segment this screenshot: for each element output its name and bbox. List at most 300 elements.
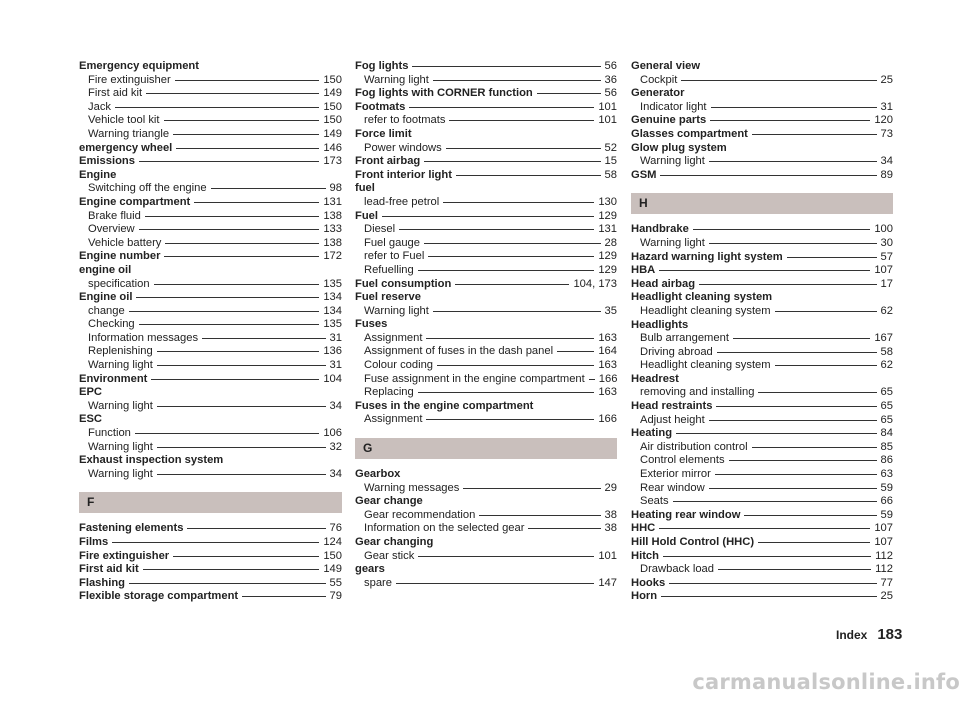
page-reference: 62	[880, 359, 893, 372]
index-entry	[79, 536, 342, 550]
entry-label: Assignment of fuses in the dash panel	[364, 345, 554, 358]
page-reference: 34	[329, 467, 342, 480]
page-reference: 56	[604, 60, 617, 72]
leader-line	[456, 175, 601, 176]
index-subentry	[355, 577, 617, 591]
entry-label: refer to Fuel	[364, 250, 425, 263]
index-entry	[631, 550, 893, 564]
entry-label: Overview	[88, 223, 135, 236]
entry-label: Power windows	[364, 141, 442, 154]
leader-line	[676, 433, 877, 434]
page-reference: 107	[874, 536, 893, 548]
page-reference: 30	[880, 236, 893, 249]
leader-line	[164, 256, 319, 257]
page-reference: 79	[329, 590, 342, 603]
leader-line	[412, 66, 600, 67]
leader-line	[112, 542, 319, 543]
index-subentry	[355, 223, 617, 237]
page-reference: 86	[880, 454, 893, 467]
index-subentry	[631, 386, 893, 400]
entry-label: Air distribution control	[640, 440, 748, 453]
entry-label: Head airbag	[631, 277, 696, 290]
leader-line	[528, 528, 600, 529]
leader-line	[449, 120, 594, 121]
index-entry	[79, 454, 342, 468]
entry-label: lead-free petrol	[364, 195, 440, 208]
entry-label: change	[88, 304, 125, 317]
page-reference: 25	[880, 590, 893, 603]
index-subentry	[79, 427, 342, 441]
index-entry	[631, 522, 893, 536]
entry-label: Exterior mirror	[640, 468, 711, 481]
footer-section-label: Index	[836, 628, 868, 642]
entry-label: emergency wheel	[79, 141, 173, 154]
index-entry	[631, 577, 893, 591]
section-header: H	[631, 193, 893, 214]
entry-label: Information messages	[88, 331, 199, 344]
entry-label: specification	[88, 277, 150, 290]
entry-label: Function	[88, 427, 131, 440]
leader-line	[659, 528, 870, 529]
page-reference: 124	[323, 536, 342, 548]
index-subentry	[79, 400, 342, 414]
entry-label: Emissions	[79, 155, 135, 168]
page-reference: 173	[323, 155, 342, 168]
index-subentry	[355, 359, 617, 373]
index-column-2	[355, 60, 617, 590]
page-reference: 59	[880, 508, 893, 521]
entry-label: Glow plug system	[631, 141, 727, 154]
entry-label: Engine number	[79, 250, 161, 263]
index-entry	[355, 128, 617, 142]
page-reference: 77	[880, 576, 893, 589]
index-entry	[631, 319, 893, 333]
entry-label: Checking	[88, 318, 135, 331]
page-reference: 98	[329, 182, 342, 195]
entry-label: Gear recommendation	[364, 508, 476, 521]
leader-line	[418, 270, 595, 271]
index-subentry	[79, 87, 342, 101]
entry-label: spare	[364, 576, 392, 589]
entry-label: Adjust height	[640, 413, 705, 426]
index-entry	[631, 291, 893, 305]
index-subentry	[79, 182, 342, 196]
leader-line	[173, 134, 319, 135]
leader-line	[669, 583, 876, 584]
entry-label: Replenishing	[88, 345, 153, 358]
entry-label: Horn	[631, 590, 658, 603]
leader-line	[135, 433, 319, 434]
entry-label: Fastening elements	[79, 522, 184, 535]
leader-line	[437, 365, 594, 366]
entry-label: Fuel gauge	[364, 236, 420, 249]
leader-line	[129, 583, 326, 584]
index-entry	[631, 427, 893, 441]
index-entry	[355, 291, 617, 305]
leader-line	[709, 420, 877, 421]
leader-line	[659, 270, 870, 271]
leader-line	[557, 351, 594, 352]
leader-line	[139, 229, 320, 230]
index-subentry	[355, 196, 617, 210]
entry-label: fuel	[355, 182, 375, 195]
page-reference: 31	[329, 359, 342, 372]
index-subentry	[355, 373, 617, 387]
entry-label: Footmats	[355, 100, 406, 113]
leader-line	[136, 297, 319, 298]
leader-line	[479, 515, 600, 516]
page-reference: 73	[880, 127, 893, 140]
leader-line	[396, 583, 594, 584]
entry-label: Driving abroad	[640, 345, 713, 358]
entry-label: Hazard warning light system	[631, 250, 783, 263]
entry-label: Head restraints	[631, 400, 713, 413]
index-subentry	[79, 305, 342, 319]
page-reference: 104	[323, 372, 342, 385]
page-reference: 136	[323, 345, 342, 358]
entry-label: Rear window	[640, 481, 705, 494]
leader-line	[463, 488, 600, 489]
index-subentry	[79, 223, 342, 237]
page-reference: 164	[598, 345, 617, 358]
index-subentry	[79, 74, 342, 88]
page-reference: 172	[323, 250, 342, 263]
entry-label: First aid kit	[88, 87, 143, 100]
page-reference: 25	[880, 73, 893, 86]
index-subentry	[79, 332, 342, 346]
entry-label: HHC	[631, 522, 656, 535]
entry-label: Drawback load	[640, 563, 714, 576]
leader-line	[382, 216, 594, 217]
index-entry	[79, 563, 342, 577]
page-reference: 66	[880, 495, 893, 508]
index-entry	[79, 155, 342, 169]
entry-label: EPC	[79, 386, 103, 399]
leader-line	[173, 556, 319, 557]
entry-label: Warning light	[88, 399, 153, 412]
page-reference: 55	[329, 576, 342, 589]
entry-label: Gear changing	[355, 536, 434, 548]
index-entry	[79, 413, 342, 427]
leader-line	[537, 93, 601, 94]
leader-line	[399, 229, 594, 230]
index-subentry	[631, 482, 893, 496]
page-reference: 135	[323, 318, 342, 331]
index-entry	[631, 114, 893, 128]
leader-line	[709, 243, 877, 244]
entry-label: Handbrake	[631, 223, 689, 236]
entry-label: Colour coding	[364, 359, 434, 372]
leader-line	[716, 406, 876, 407]
entry-label: Assignment	[364, 331, 423, 344]
entry-label: Fog lights with CORNER function	[355, 87, 533, 100]
page-reference: 138	[323, 236, 342, 249]
leader-line	[165, 243, 319, 244]
page-reference: 15	[604, 155, 617, 168]
entry-label: Fuses	[355, 318, 388, 331]
page-reference: 134	[323, 304, 342, 317]
page-reference: 129	[598, 263, 617, 276]
page-reference: 104, 173	[573, 277, 617, 290]
index-entry	[355, 210, 617, 224]
index-entry	[631, 590, 893, 604]
leader-line	[157, 474, 326, 475]
leader-line	[717, 352, 877, 353]
leader-line	[709, 488, 877, 489]
index-subentry	[631, 468, 893, 482]
leader-line	[660, 175, 876, 176]
entry-label: Fire extinguisher	[79, 549, 170, 562]
index-column-1	[79, 60, 342, 604]
leader-line	[157, 365, 326, 366]
index-entry	[355, 60, 617, 74]
entry-label: Force limit	[355, 127, 412, 140]
leader-line	[143, 569, 320, 570]
entry-label: Environment	[79, 372, 148, 385]
page-reference: 31	[880, 100, 893, 113]
entry-label: Flexible storage compartment	[79, 590, 239, 603]
index-subentry	[355, 413, 617, 427]
entry-label: Switching off the engine	[88, 182, 207, 195]
entry-label: Generator	[631, 87, 685, 100]
leader-line	[418, 392, 595, 393]
page-reference: 34	[880, 155, 893, 168]
leader-line	[426, 419, 594, 420]
page-reference: 135	[323, 277, 342, 290]
page-reference: 163	[598, 331, 617, 344]
leader-line	[443, 202, 594, 203]
entry-label: Headrest	[631, 372, 679, 385]
page-reference: 149	[323, 127, 342, 140]
index-entry	[79, 386, 342, 400]
leader-line	[129, 311, 320, 312]
section-header: F	[79, 492, 342, 513]
entry-label: refer to footmats	[364, 114, 446, 127]
page-reference: 163	[598, 359, 617, 372]
page-reference: 131	[323, 195, 342, 208]
index-subentry	[79, 359, 342, 373]
page-reference: 29	[604, 481, 617, 494]
entry-label: Refuelling	[364, 263, 414, 276]
entry-label: Hitch	[631, 549, 659, 562]
index-entry	[355, 155, 617, 169]
leader-line	[175, 80, 320, 81]
index-entry	[79, 60, 342, 74]
entry-label: Bulb arrangement	[640, 332, 729, 345]
index-entry	[79, 373, 342, 387]
leader-line	[758, 392, 876, 393]
index-subentry	[79, 101, 342, 115]
leader-line	[242, 596, 325, 597]
index-entry	[355, 318, 617, 332]
entry-label: Engine	[79, 168, 117, 181]
leader-line	[455, 284, 569, 285]
leader-line	[433, 311, 601, 312]
page-reference: 163	[598, 386, 617, 399]
index-entry	[355, 169, 617, 183]
index-subentry	[355, 550, 617, 564]
page-reference: 52	[604, 141, 617, 154]
index-entry	[631, 264, 893, 278]
index-entry	[79, 522, 342, 536]
index-subentry	[79, 318, 342, 332]
page-reference: 107	[874, 522, 893, 535]
entry-label: Warning light	[88, 359, 153, 372]
page-reference: 129	[598, 209, 617, 222]
entry-label: Gear change	[355, 495, 423, 508]
entry-label: Fuel reserve	[355, 291, 421, 304]
index-entry	[355, 400, 617, 414]
leader-line	[752, 447, 877, 448]
index-subentry	[355, 332, 617, 346]
entry-label: Glasses compartment	[631, 127, 748, 140]
index-entry	[631, 373, 893, 387]
leader-line	[139, 324, 320, 325]
index-entry	[631, 128, 893, 142]
leader-line	[787, 257, 877, 258]
entry-label: Gear stick	[364, 549, 415, 562]
entry-label: Vehicle battery	[88, 236, 162, 249]
leader-line	[589, 379, 595, 380]
index-subentry	[631, 563, 893, 577]
index-entry	[79, 142, 342, 156]
page-reference: 112	[875, 549, 893, 562]
footer-page-number: 183	[877, 626, 903, 643]
entry-label: Replacing	[364, 386, 414, 399]
index-subentry	[631, 332, 893, 346]
index-subentry	[631, 414, 893, 428]
index-subentry	[355, 386, 617, 400]
watermark: carmanualsonline.info	[692, 670, 960, 694]
index-entry	[355, 87, 617, 101]
page-reference: 166	[598, 413, 617, 426]
leader-line	[661, 596, 876, 597]
entry-label: Fuses in the engine compartment	[355, 399, 534, 412]
entry-label: Front interior light	[355, 168, 452, 181]
index-subentry	[355, 482, 617, 496]
leader-line	[752, 134, 877, 135]
entry-label: Headlights	[631, 318, 689, 331]
entry-label: Warning light	[640, 155, 705, 168]
index-subentry	[631, 346, 893, 360]
page-reference: 65	[880, 386, 893, 399]
leader-line	[433, 80, 601, 81]
index-subentry	[79, 210, 342, 224]
index-column-3	[631, 60, 893, 604]
entry-label: Diesel	[364, 223, 396, 236]
index-subentry	[631, 495, 893, 509]
index-subentry	[79, 278, 342, 292]
index-entry	[631, 509, 893, 523]
index-subentry	[79, 468, 342, 482]
page-reference: 34	[329, 399, 342, 412]
leader-line	[715, 474, 877, 475]
leader-line	[139, 161, 319, 162]
leader-line	[693, 229, 871, 230]
index-entry	[355, 563, 617, 577]
index-subentry	[631, 74, 893, 88]
leader-line	[775, 365, 877, 366]
index-subentry	[631, 441, 893, 455]
leader-line	[157, 406, 326, 407]
index-subentry	[355, 114, 617, 128]
leader-line	[699, 284, 877, 285]
page-reference: 56	[604, 87, 617, 100]
leader-line	[424, 161, 600, 162]
index-entry	[79, 577, 342, 591]
leader-line	[211, 188, 326, 189]
index-entry	[79, 250, 342, 264]
entry-label: Gearbox	[355, 468, 401, 481]
index-entry	[631, 169, 893, 183]
page-reference: 17	[880, 277, 893, 290]
page-reference: 150	[323, 73, 342, 86]
index-subentry	[79, 441, 342, 455]
index-subentry	[355, 305, 617, 319]
index-entry	[355, 182, 617, 196]
entry-label: General view	[631, 60, 701, 72]
entry-label: Flashing	[79, 576, 125, 589]
entry-label: Hooks	[631, 576, 666, 589]
page-reference: 32	[329, 440, 342, 453]
index-entry	[631, 223, 893, 237]
leader-line	[663, 556, 871, 557]
leader-line	[775, 311, 877, 312]
index-subentry	[631, 237, 893, 251]
index-subentry	[79, 114, 342, 128]
index-subentry	[79, 128, 342, 142]
page-reference: 58	[604, 168, 617, 181]
leader-line	[151, 379, 319, 380]
entry-label: Warning light	[88, 467, 153, 480]
entry-label: Headlight cleaning system	[640, 359, 771, 372]
index-entry	[355, 101, 617, 115]
page-reference: 146	[323, 141, 342, 154]
entry-label: gears	[355, 563, 385, 576]
page-reference: 133	[323, 223, 342, 236]
leader-line	[146, 93, 319, 94]
page-reference: 63	[880, 468, 893, 481]
leader-line	[157, 447, 326, 448]
index-subentry	[355, 509, 617, 523]
entry-label: Assignment	[364, 413, 423, 426]
index-subentry	[355, 237, 617, 251]
index-entry	[631, 536, 893, 550]
index-subentry	[355, 522, 617, 536]
page-reference: 134	[323, 291, 342, 304]
leader-line	[744, 515, 876, 516]
leader-line	[176, 148, 319, 149]
entry-label: First aid kit	[79, 563, 139, 576]
entry-label: Warning light	[640, 236, 705, 249]
page-reference: 120	[874, 114, 893, 127]
page-reference: 62	[880, 304, 893, 317]
entry-label: Brake fluid	[88, 209, 141, 222]
leader-line	[673, 501, 877, 502]
entry-label: Information on the selected gear	[364, 522, 525, 535]
index-entry	[79, 550, 342, 564]
page-reference: 85	[880, 440, 893, 453]
leader-line	[718, 569, 871, 570]
entry-label: Films	[79, 536, 109, 548]
entry-label: removing and installing	[640, 386, 755, 399]
page-reference: 101	[598, 114, 617, 127]
index-subentry	[631, 101, 893, 115]
entry-label: Cockpit	[640, 73, 678, 86]
page-reference: 38	[604, 508, 617, 521]
page-reference: 149	[323, 87, 342, 100]
page-reference: 84	[880, 427, 893, 440]
